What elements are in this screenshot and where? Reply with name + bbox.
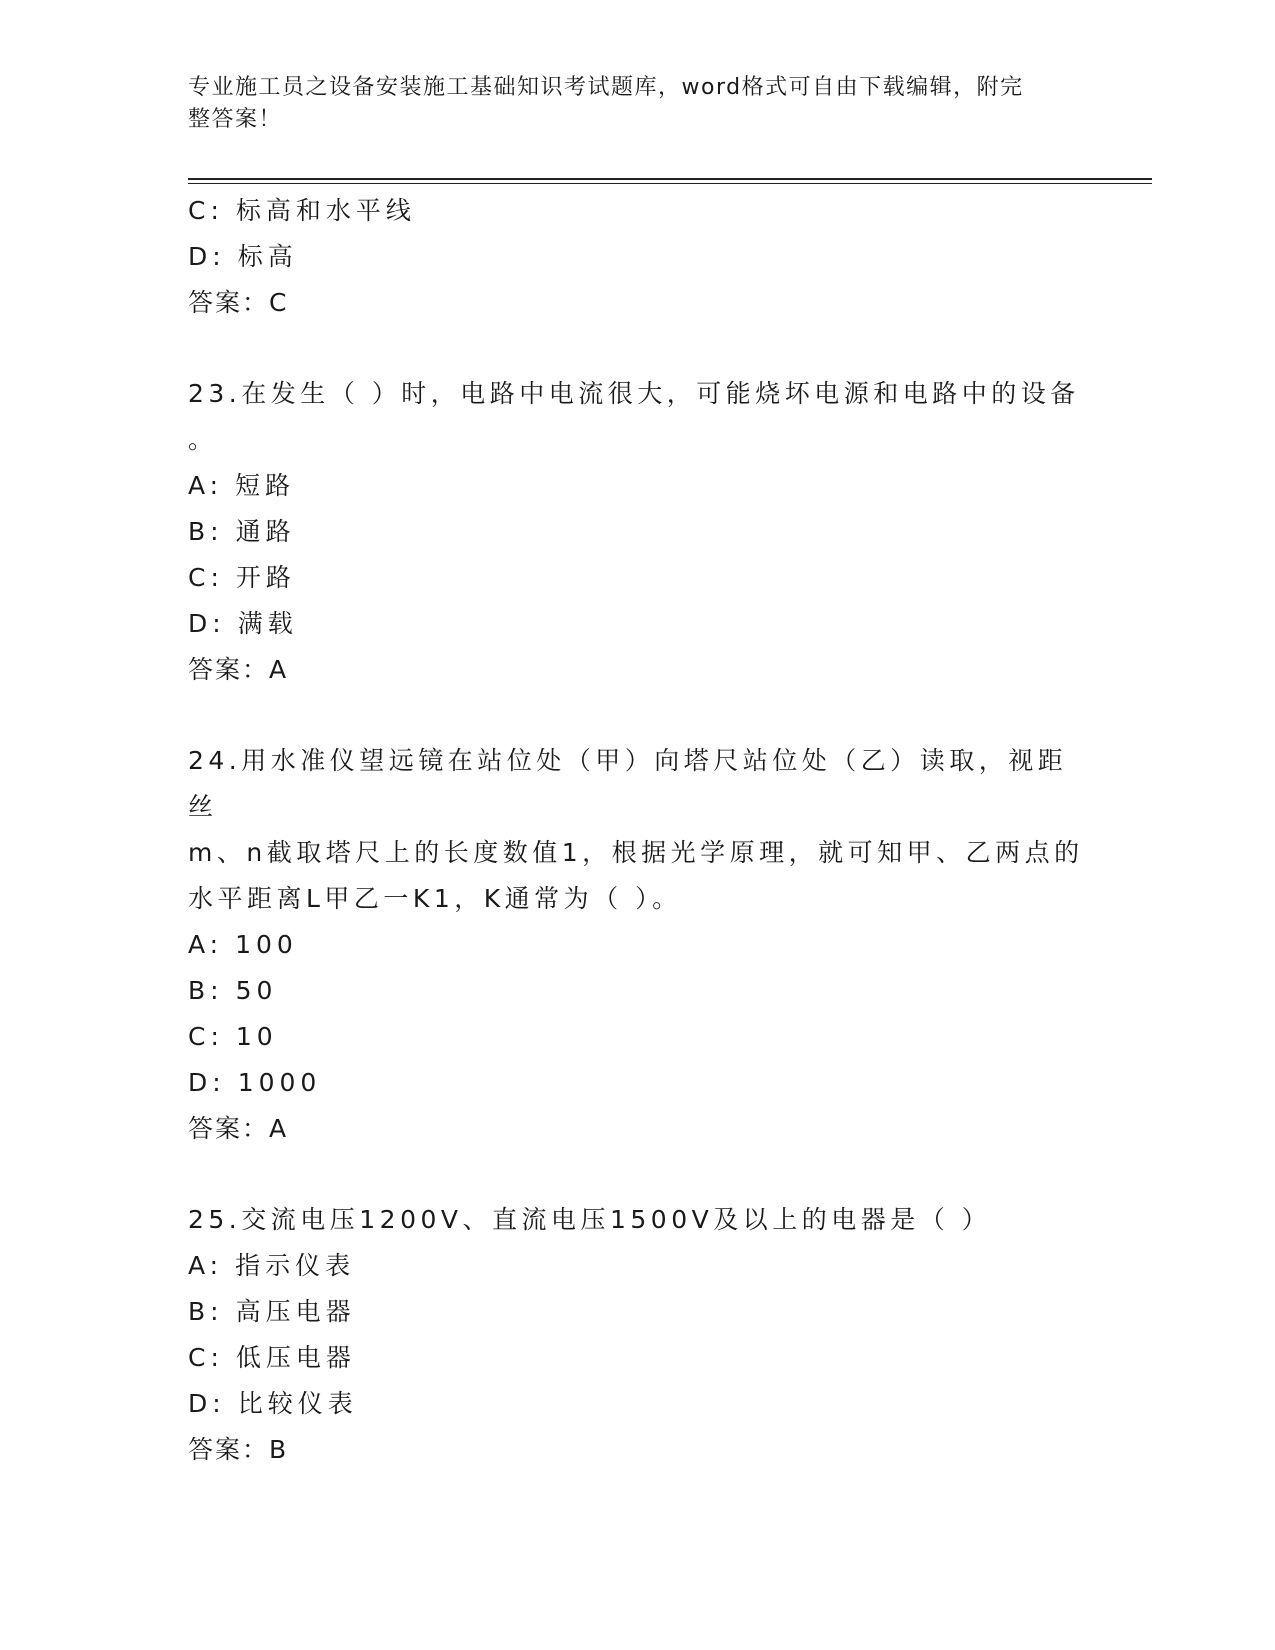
header-divider-thin — [188, 183, 1152, 184]
option-text: 比较仪表 — [237, 1389, 358, 1418]
question-stem-line: 24.用水准仪望远镜在站位处（甲）向塔尺站位处（乙）读取，视距丝 — [188, 746, 1068, 821]
question-25 — [188, 1197, 1088, 1473]
option-letter: D: — [188, 242, 226, 271]
option-row — [188, 1243, 1088, 1289]
option-letter: D: — [188, 1389, 226, 1418]
header-line-2: 整答案！ — [188, 107, 283, 132]
option-letter: B: — [188, 976, 224, 1005]
option-text: 1000 — [237, 1068, 322, 1097]
question-stem-line: 25.交流电压1200V、直流电压1500V及以上的电器是（ ） — [188, 1205, 992, 1234]
option-text: 满载 — [237, 609, 298, 638]
question-23 — [188, 371, 1088, 693]
option-letter: B: — [188, 1297, 224, 1326]
option-letter: C: — [188, 563, 224, 592]
option-text: 短路 — [235, 471, 296, 500]
option-text: 标高 — [237, 242, 298, 271]
option-text: 开路 — [235, 563, 296, 592]
question-stem-line: m、n截取塔尺上的长度数值1，根据光学原理，就可知甲、乙两点的 — [188, 838, 1084, 867]
option-text: 指示仪表 — [235, 1251, 356, 1280]
spacer — [188, 326, 1088, 371]
question-stem-line: 23.在发生（ ）时，电路中电流很大，可能烧坏电源和电路中的设备 — [188, 379, 1080, 408]
question-stem-line: 水平距离L甲乙一K1，K通常为（ ）。 — [188, 884, 682, 913]
option-row — [188, 601, 1088, 647]
option-row — [188, 968, 1088, 1014]
option-letter: A: — [188, 471, 224, 500]
option-letter: A: — [188, 930, 224, 959]
answer-line: 答案：A — [188, 655, 289, 684]
option-row — [188, 1014, 1088, 1060]
option-row — [188, 463, 1088, 509]
answer-line: 答案：A — [188, 1114, 289, 1143]
option-letter: D: — [188, 1068, 226, 1097]
option-letter: C: — [188, 1343, 224, 1372]
answer-line: 答案：C — [188, 288, 289, 317]
option-row — [188, 555, 1088, 601]
header-line-1: 专业施工员之设备安装施工基础知识考试题库，word格式可自由下载编辑，附完 — [188, 75, 1024, 100]
option-letter: A: — [188, 1251, 224, 1280]
option-text: 高压电器 — [235, 1297, 356, 1326]
option-text: 低压电器 — [235, 1343, 356, 1372]
option-text: 10 — [235, 1022, 278, 1051]
option-row — [188, 188, 1088, 234]
option-row — [188, 509, 1088, 555]
spacer — [188, 1152, 1088, 1197]
question-content — [188, 188, 1088, 1473]
option-row — [188, 1335, 1088, 1381]
answer-line: 答案：B — [188, 1435, 289, 1464]
page-header — [188, 72, 1068, 136]
option-row — [188, 1381, 1088, 1427]
option-text: 50 — [235, 976, 278, 1005]
carryover-block — [188, 188, 1088, 326]
spacer — [188, 693, 1088, 738]
option-letter: C: — [188, 1022, 224, 1051]
option-text: 通路 — [235, 517, 296, 546]
option-letter: B: — [188, 517, 224, 546]
option-row — [188, 1060, 1088, 1106]
header-divider-thick — [188, 178, 1152, 180]
option-row — [188, 234, 1088, 280]
question-stem-line: 。 — [188, 425, 218, 454]
option-text: 100 — [235, 930, 298, 959]
question-24 — [188, 738, 1088, 1152]
option-row — [188, 1289, 1088, 1335]
option-letter: C: — [188, 196, 224, 225]
option-text: 标高和水平线 — [235, 196, 416, 225]
option-letter: D: — [188, 609, 226, 638]
option-row — [188, 922, 1088, 968]
